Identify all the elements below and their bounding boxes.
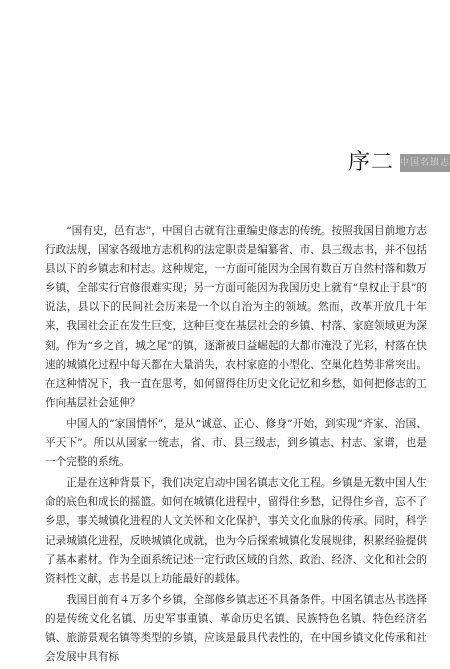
series-tag	[400, 154, 450, 172]
chapter-header	[0, 148, 450, 178]
chapter-title: 序二	[347, 150, 394, 175]
body-text	[45, 222, 427, 669]
paragraph: 中国人的“家国情怀”，是从“诚意、正心、修身”开始，到实现“齐家、治国、平天下”。所以从国家一统志，省、市、县三级志，到乡镇志、村志、家谱，也是一个完整的系统。	[45, 417, 427, 469]
paragraph: 正是在这种背景下，我们决定启动中国名镇志文化工程。乡镇是无数中国人生命的底色和成长的摇篮。如何在城镇化进程中，留得住乡愁，记得住乡音，忘不了乡思，事关城镇化进程的人文关怀和文化保护，事关文化血脉的传承。同时，科学记录城镇化进程，反映城镇化成就，也为今后探索城镇化发展规律，积累经验提供了基本素材。作为全面系统记述一定行政区域的自然、政治、经济、文化和社会的资料性文献，志书是以上功能最好的载体。	[45, 477, 427, 585]
series-tag-label: 中国名镇志	[400, 158, 450, 168]
paragraph: “国有史，邑有志”，中国自古就有注重编史修志的传统。按照我国目前地方志行政法规，国家各级地方志机构的法定职责是编纂省、市、县三级志书，并不包括县以下的乡镇志和村志。这种规定，一方面可能因为全国有数百万自然村落和数万乡镇，全部实行官修很难实现；另一方面可能因为我国历史上就有“皇权止于县”的说法，县以下的民间社会历来是一个以自治为主的领域。然而，改革开放几十年来，我国社会正在发生巨变，这种巨变在基层社会的乡镇、村落、家庭领域更为深刻。作为“乡之首，城之尾”的镇，逐渐被日益崛起的大都市淹没了光彩，村落在快速的城镇化过程中每天都在大量消失，农村家庭的小型化、空巢化趋势非常突出。在这种情况下，我一直在思考，如何留得住历史文化记忆和乡愁，如何把修志的工作向基层社会延伸？	[45, 225, 427, 409]
paragraph: 我国目前有４万多个乡镇，全部修乡镇志还不具备条件。中国名镇志丛书选择的是传统文化名镇、历史军事重镇、革命历史名镇、民族特色名镇、特色经济名镇、旅游景观名镇等类型的乡镇，应该是最具代表性的，在中国乡镇文化传承和社会发展中具有标	[45, 593, 427, 664]
